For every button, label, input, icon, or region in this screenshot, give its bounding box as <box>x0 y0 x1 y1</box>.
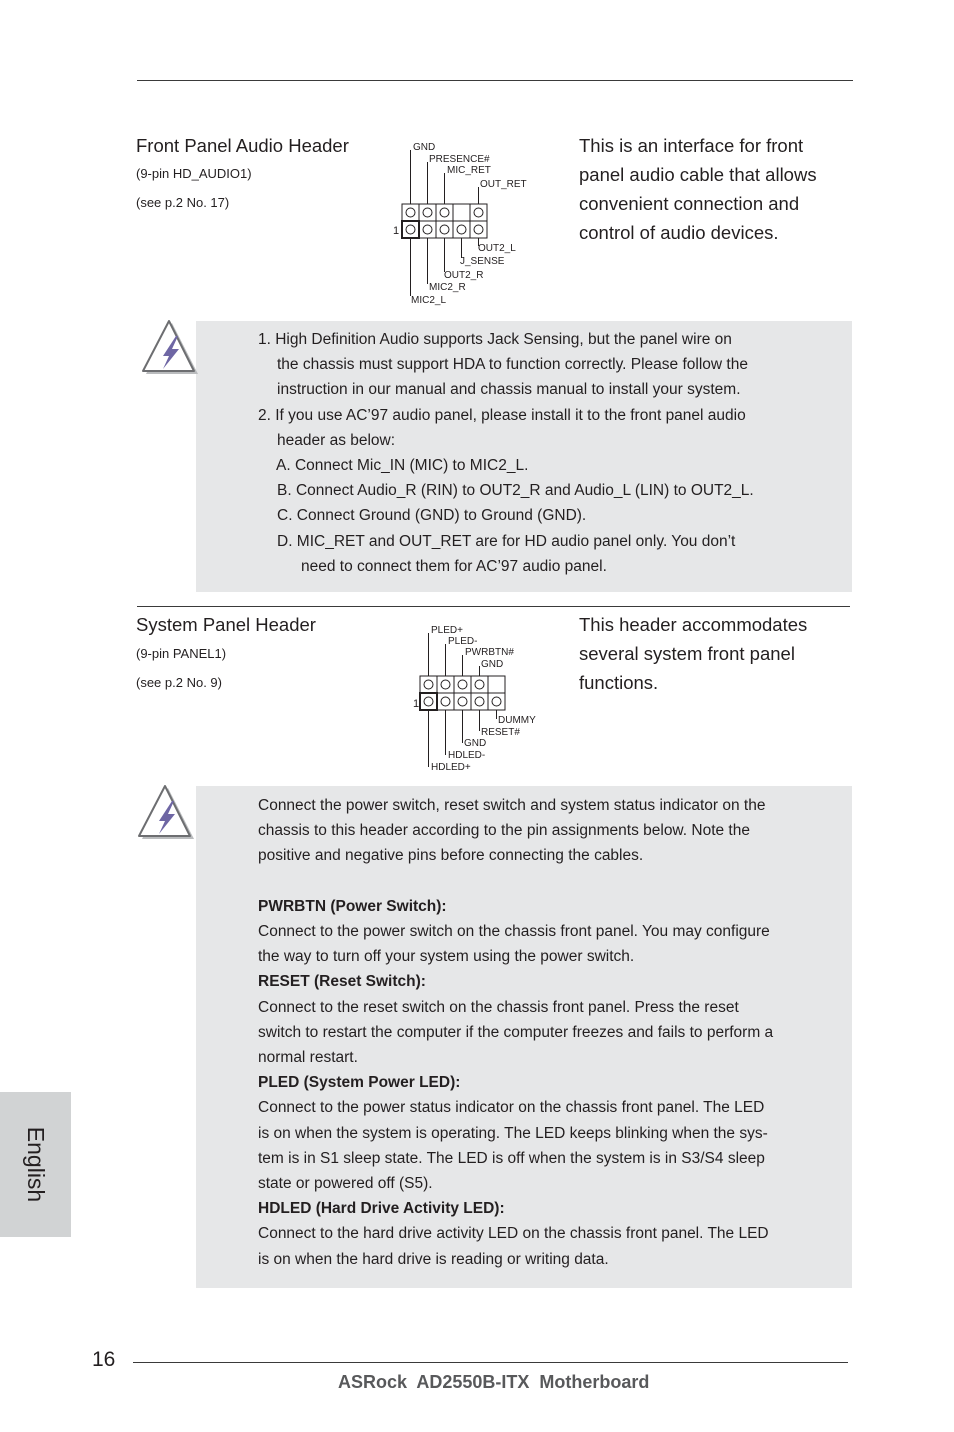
note-line: chassis to this header according to the pin assignments below. Note the <box>258 822 750 840</box>
note-line: header as below: <box>277 431 396 449</box>
panel-header-description <box>579 610 807 697</box>
note-line: D. MIC_RET and OUT_RET are for HD audio panel only. You don’t <box>277 532 736 550</box>
panel-pin-gnd-bottom: GND <box>464 738 487 749</box>
note-line: normal restart. <box>258 1049 358 1067</box>
desc-line: several system front panel <box>579 643 795 664</box>
audio-header-pin-diagram <box>388 136 538 308</box>
panel-pin-pwrbtn: PWRBTN# <box>465 647 514 658</box>
audio-header-pin-spec: (9-pin HD_AUDIO1) <box>136 166 252 181</box>
audio-header-title: Front Panel Audio Header <box>136 135 349 156</box>
panel-pin-reset: RESET# <box>481 727 520 738</box>
caution-icon <box>137 318 201 378</box>
desc-line: convenient connection and <box>579 193 800 214</box>
panel-pin-pled-plus: PLED+ <box>431 625 463 636</box>
note-line: is on when the system is operating. The LED keeps blinking when the sys- <box>258 1124 768 1142</box>
note-line: C. Connect Ground (GND) to Ground (GND). <box>277 507 587 525</box>
note-line: instruction in our manual and chassis manual to install your system. <box>277 381 741 399</box>
language-tab <box>0 1092 71 1237</box>
audio-pin-j-sense: J_SENSE <box>460 256 505 267</box>
panel-header-ref: (see p.2 No. 9) <box>136 675 222 690</box>
audio-pin-gnd: GND <box>413 142 436 153</box>
note-line: Connect to the power switch on the chassis front panel. You may configure <box>258 923 770 941</box>
audio-pin-out-ret: OUT_RET <box>480 179 527 190</box>
language-tab-label: English <box>23 1126 49 1203</box>
panel-pin-gnd-top: GND <box>481 659 504 670</box>
audio-pin-one: 1 <box>393 225 400 237</box>
top-rule <box>137 80 853 81</box>
audio-pin-mic-ret: MIC_RET <box>447 165 491 176</box>
audio-header-ref: (see p.2 No. 17) <box>136 195 230 210</box>
note-line: Connect to the power status indicator on the chassis front panel. The LED <box>258 1099 765 1117</box>
audio-note-text <box>258 327 848 579</box>
panel-header-pin-spec: (9-pin PANEL1) <box>136 646 227 661</box>
footer-title: ASRock AD2550B-ITX Motherboard <box>338 1372 650 1392</box>
note-line: A. Connect Mic_IN (MIC) to MIC2_L. <box>276 457 529 475</box>
blank-line <box>258 869 848 894</box>
caution-icon <box>133 783 197 843</box>
section-rule <box>137 606 850 607</box>
desc-line: This header accommodates <box>579 614 808 635</box>
note-line: the chassis must support HDA to function correctly. Please follow the <box>277 356 748 374</box>
panel-pin-hdled-plus: HDLED+ <box>431 762 471 773</box>
note-line: B. Connect Audio_R (RIN) to OUT2_R and Audio_L (LIN) to OUT2_L. <box>277 482 754 500</box>
pwrbtn-heading: PWRBTN (Power Switch): <box>258 897 447 915</box>
note-line: 2. If you use AC’97 audio panel, please install it to the front panel audio <box>258 406 746 424</box>
audio-pin-out2-l: OUT2_L <box>478 243 516 254</box>
reset-heading: RESET (Reset Switch): <box>258 973 426 991</box>
audio-header-description <box>579 131 817 247</box>
panel-header-title: System Panel Header <box>136 614 316 635</box>
note-line: Connect the power switch, reset switch and system status indicator on the <box>258 797 766 814</box>
desc-line: control of audio devices. <box>579 222 779 243</box>
audio-pin-out2-r: OUT2_R <box>444 270 484 281</box>
panel-header-pin-diagram <box>410 616 545 774</box>
page-number: 16 <box>92 1348 116 1371</box>
panel-pin-dummy: DUMMY <box>498 715 536 726</box>
note-line: the way to turn off your system using the power switch. <box>258 948 635 966</box>
note-line: Connect to the hard drive activity LED on the chassis front panel. The LED <box>258 1225 769 1243</box>
desc-line: panel audio cable that allows <box>579 164 817 185</box>
note-line: switch to restart the computer if the computer freezes and fails to perform a <box>258 1023 774 1041</box>
panel-pin-one: 1 <box>413 698 420 710</box>
note-line: need to connect them for AC’97 audio panel. <box>301 557 607 575</box>
note-line: state or powered off (S5). <box>258 1175 433 1193</box>
note-line: Connect to the reset switch on the chassis front panel. Press the reset <box>258 998 739 1016</box>
footer-rule <box>133 1362 848 1363</box>
note-line: tem is in S1 sleep state. The LED is off when the system is in S3/S4 sleep <box>258 1149 765 1167</box>
note-line: positive and negative pins before connecting the cables. <box>258 847 644 865</box>
panel-note-text <box>258 793 848 1272</box>
desc-line: This is an interface for front <box>579 135 804 156</box>
note-line: is on when the hard drive is reading or writing data. <box>258 1250 609 1268</box>
audio-pin-mic2-l: MIC2_L <box>411 295 447 306</box>
note-line: 1. High Definition Audio supports Jack Sensing, but the panel wire on <box>258 331 732 348</box>
panel-pin-pled-minus: PLED- <box>448 636 478 647</box>
hdled-heading: HDLED (Hard Drive Activity LED): <box>258 1200 505 1218</box>
desc-line: functions. <box>579 672 659 693</box>
pled-heading: PLED (System Power LED): <box>258 1074 461 1092</box>
audio-pin-presence: PRESENCE# <box>429 154 490 165</box>
audio-pin-mic2-r: MIC2_R <box>429 282 466 293</box>
panel-pin-hdled-minus: HDLED- <box>448 750 486 761</box>
